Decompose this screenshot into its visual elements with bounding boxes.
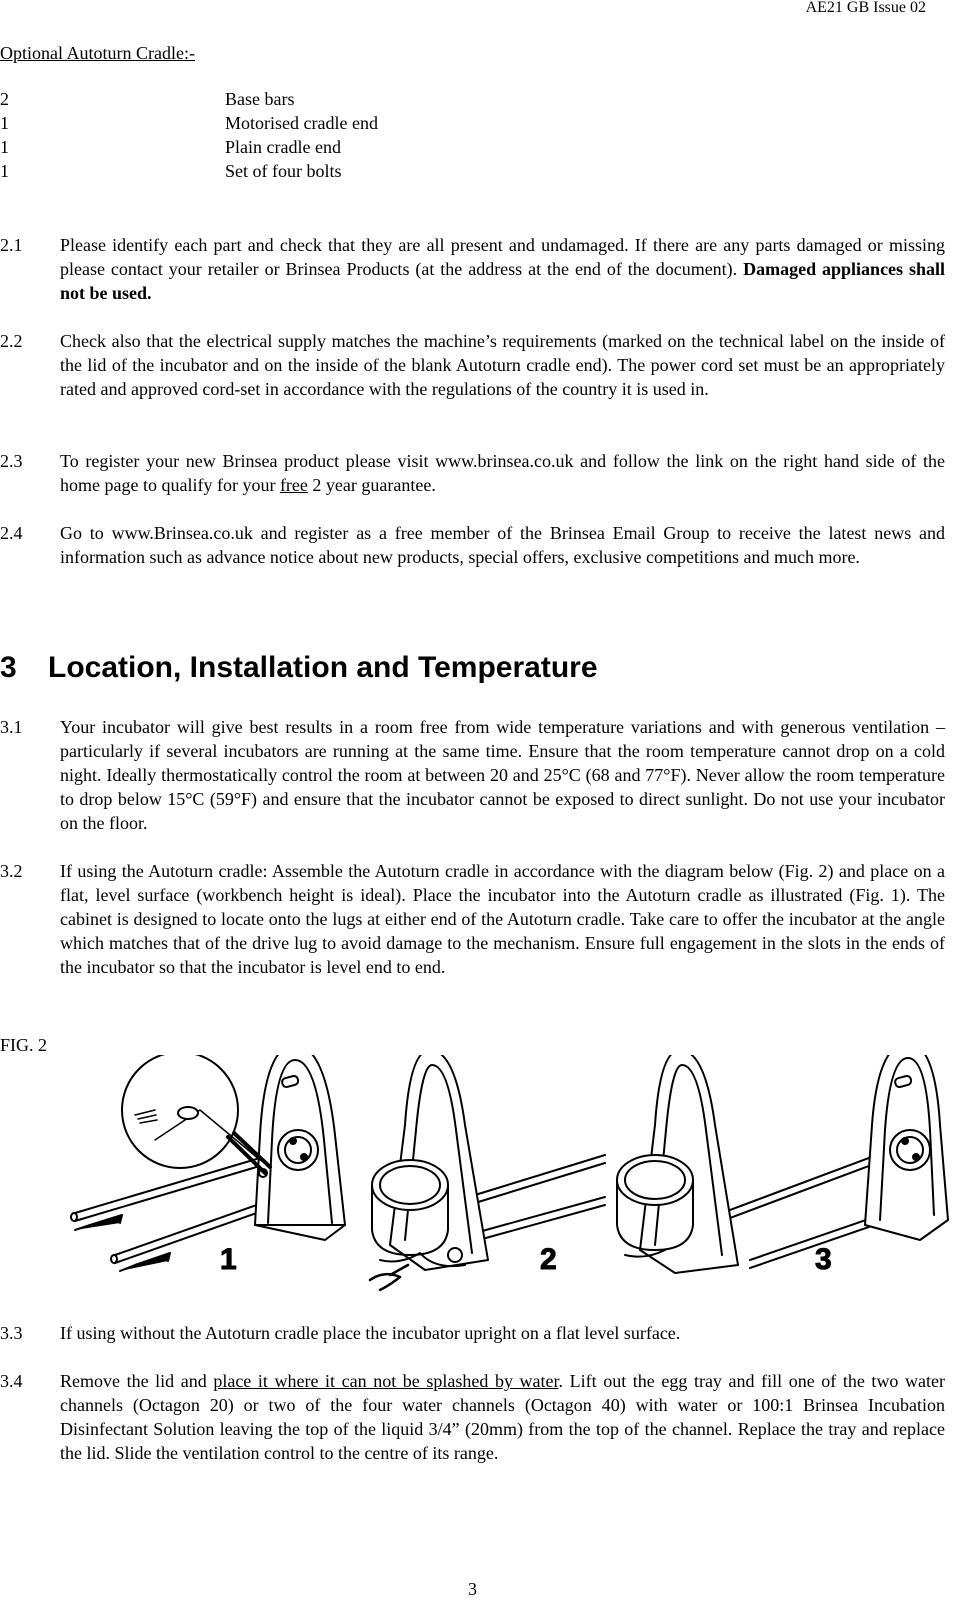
list-item-qty: 2 — [0, 89, 9, 109]
base-bar — [475, 1155, 605, 1203]
warning-text: Damaged appliances shall not be used. — [60, 259, 945, 303]
step-number-2: 2 — [540, 1243, 557, 1276]
section-3-1 — [0, 715, 945, 835]
underlined-text: free — [279, 475, 308, 495]
assembly-step-2-drawing — [370, 1055, 605, 1290]
motor — [372, 1160, 448, 1210]
section-3-heading — [0, 650, 598, 686]
section-2-1 — [0, 233, 945, 305]
section-number: 2.3 — [0, 451, 23, 471]
underlined-text: place it where it can not be splashed by water — [213, 1371, 559, 1391]
list-item-qty: 1 — [0, 137, 9, 157]
section-2-2 — [0, 329, 945, 401]
page-number: 3 — [468, 1579, 477, 1599]
base-bar — [475, 1197, 605, 1241]
assembly-step-3-drawing — [617, 1055, 948, 1276]
section-number: 3.3 — [0, 1323, 23, 1343]
section-number: 3.4 — [0, 1371, 23, 1391]
section-text: If using without the Autoturn cradle place the incubator upright on a flat level surface. — [60, 1323, 681, 1343]
document-reference: AE21 GB Issue 02 — [805, 0, 926, 16]
section-text: To register your new Brinsea product please visit www.brinsea.co.uk and follow the link on the right hand side of the home page to qualify for your — [60, 451, 945, 495]
section-2-3 — [0, 449, 945, 497]
list-item-name: Base bars — [225, 89, 295, 109]
section-text: Go to www.Brinsea.co.uk and register as a free member of the Brinsea Email Group to receive the latest news and information such as advance notice about new products, special offers, exclusive competitions and much more. — [60, 523, 945, 567]
figure-label: FIG. 2 — [0, 1035, 48, 1055]
list-item-name: Motorised cradle end — [225, 113, 378, 133]
hand-icon — [370, 1265, 408, 1290]
section-3-4 — [0, 1369, 945, 1465]
section-number: 2.1 — [0, 235, 23, 255]
step-number-3: 3 — [815, 1243, 832, 1276]
section-text: Remove the lid and — [60, 1371, 214, 1391]
section-text: 2 year guarantee. — [307, 475, 436, 495]
section-text: Please identify each part and check that they are all present and undamaged. If there are any parts damaged or missing please contact your retailer or Brinsea Products (at the address at the end of the document). — [60, 235, 945, 279]
section-number: 2.4 — [0, 523, 23, 543]
list-item-qty: 1 — [0, 113, 9, 133]
section-text: . Lift out the egg tray and fill one of the two water channels (Octagon 20) or two of the four water channels (Octagon 40) with water or 100:1 Brinsea Incubation Disinfectant Solution leaving the top of the liquid 3/4” (20mm) from the top of the channel. Replace the tray and replace the lid. Slide the ventilation control to the centre of its range. — [60, 1371, 945, 1463]
section-body — [60, 233, 945, 305]
motor — [617, 1155, 693, 1205]
list-item-name: Set of four bolts — [225, 161, 342, 181]
push-arrow-icon — [120, 1253, 170, 1271]
section-body — [60, 449, 945, 497]
section-number: 2.2 — [0, 331, 23, 351]
section-body — [60, 1369, 945, 1465]
autoturn-assembly-figure — [60, 1055, 955, 1335]
section-text: Check also that the electrical supply matches the machine’s requirements (marked on the technical label on the inside of the lid of the incubator and on the inside of the blank Autoturn cradle end). The power cord set must be an appropriately rated and approved cord-set in accordance with the regulations of the country it is used in. — [60, 331, 945, 399]
push-arrow-icon — [75, 1215, 122, 1230]
list-item-name: Plain cradle end — [225, 137, 341, 157]
heading-number: 3 — [0, 651, 17, 684]
section-2-4 — [0, 521, 945, 569]
section-text: Your incubator will give best results in a room free from wide temperature variations and with generous ventilation – particularly if several incubators are running at the same time. Ensure that the room temperature cannot drop on a cold night. Ideally thermostatically control the room at between 20 and 25°C (68 and 77°F). Never allow the room temperature to drop below 15°C (59°F) and ensure that the incubator cannot be exposed to direct sunlight. Do not use your incubator on the floor. — [60, 717, 945, 833]
section-text: If using the Autoturn cradle: Assemble the Autoturn cradle in accordance with the diagram below (Fig. 2) and place on a flat, level surface (workbench height is ideal). Place the incubator into the Autoturn cradle as illustrated (Fig. 1). The cabinet is designed to locate onto the lugs at either end of the Autoturn cradle. Take care to offer the incubator at the angle which matches that of the drive lug to avoid damage to the mechanism. Ensure full engagement in the slots in the ends of the incubator so that the incubator is level end to end. — [60, 861, 945, 977]
section-3-3 — [0, 1321, 945, 1345]
list-item-qty: 1 — [0, 161, 9, 181]
assembly-step-1-drawing — [71, 1055, 345, 1276]
cradle-list-title: Optional Autoturn Cradle:- — [0, 43, 195, 63]
heading-title: Location, Installation and Temperature — [48, 651, 598, 684]
section-number: 3.2 — [0, 861, 23, 881]
section-3-2 — [0, 859, 945, 979]
section-number: 3.1 — [0, 717, 23, 737]
step-number-1: 1 — [220, 1243, 237, 1276]
